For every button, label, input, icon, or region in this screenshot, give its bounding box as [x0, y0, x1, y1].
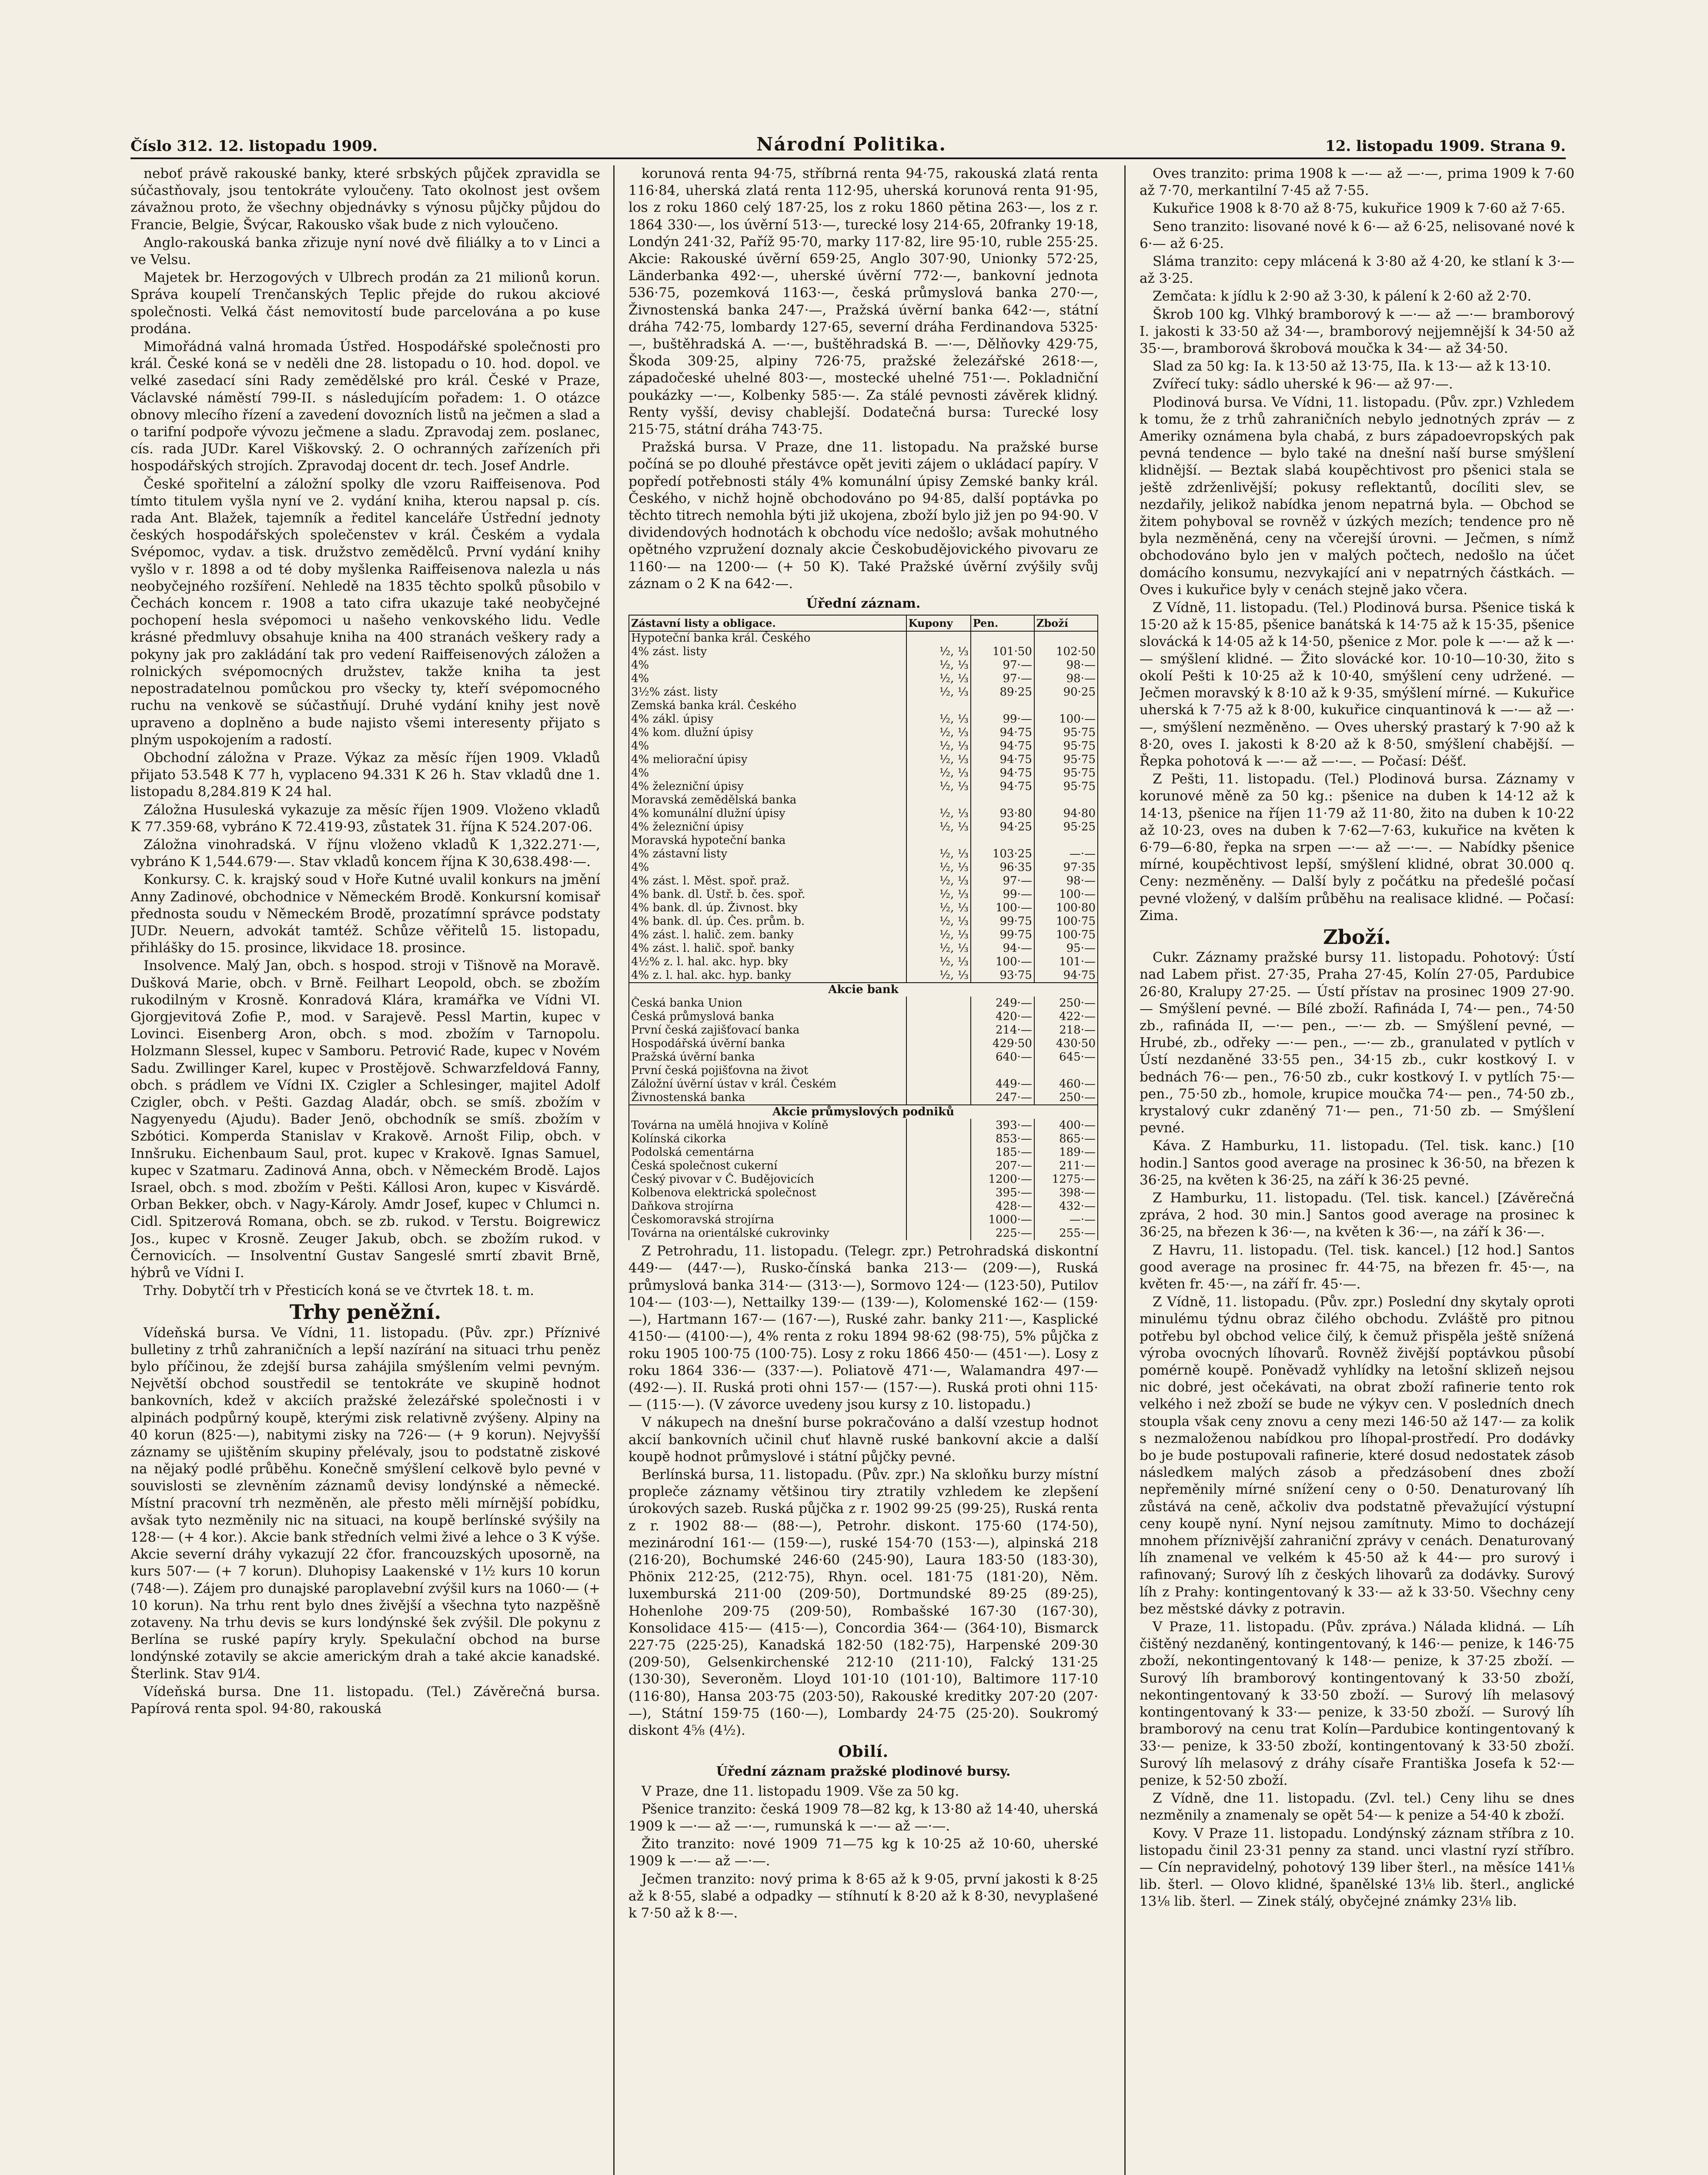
column-1: [130, 165, 600, 2175]
table-row: [629, 1159, 1098, 1173]
table-cell: 94·75: [971, 753, 1034, 766]
table-cell: 98·—: [1034, 672, 1098, 686]
table-cell: [1034, 1064, 1098, 1077]
table-cell: 93·75: [971, 969, 1034, 983]
table-cell: 102·50: [1034, 645, 1098, 659]
table-cell: [971, 1064, 1034, 1077]
table-row: [629, 915, 1098, 928]
table-header: Zástavní listy a obligace.: [629, 615, 906, 631]
table-cell: 4% zákl. úpisy: [629, 713, 906, 726]
table-cell: ½, ⅓: [906, 713, 971, 726]
table-cell: 96·35: [971, 861, 1034, 874]
table-row: [629, 969, 1098, 983]
table-cell: 95·75: [1034, 753, 1098, 766]
table-cell: 99·—: [971, 713, 1034, 726]
table-row: [629, 631, 1098, 645]
table-cell: 4%: [629, 672, 906, 686]
table-cell: 853·—: [971, 1132, 1034, 1146]
table-cell: Moravská zemědělská banka: [629, 793, 906, 807]
table-row: [629, 780, 1098, 793]
article-paragraph: Plodinová bursa. Ve Vídni, 11. listopadu. (Pův. zpr.) Vzhledem k tomu, že z trhů zahraničních nebylo jednotných zpráv — z Ameriky oznámena byla chabá, z burs západoevropských pak pevná tendence — bylo také na dnešní naší burse smýšlení klidnější. — Beztak slabá koupěchtivost pro pšenici stala se ještě zdrženlivější; pokusy reflektantů, docíliti slev, se nezdařily, jelikož nabídka jenom nepatrná byla. — Obchod se žitem pohyboval se rovněž v úzkých mezích; tendence pro ně byla nezměněná, ceny na včerejší úrovni. — Ječmen, s nímž obchodováno bylo jen v malých počtech, nedošlo na účet domácího konsumu, nezvykající ani v nepatrných částkách. — Oves i kukuřice byly v cenách stejně jako včera.: [1140, 394, 1574, 598]
table-cell: —·—: [1034, 847, 1098, 861]
table-cell: [906, 1200, 971, 1213]
page-number: 12. listopadu 1909. Strana 9.: [1325, 137, 1566, 155]
table-cell: 94·75: [971, 766, 1034, 780]
table-cell: 430·50: [1034, 1037, 1098, 1051]
table-row: [629, 997, 1098, 1010]
article-paragraph: V Praze, dne 11. listopadu 1909. Vše za 50 kg.: [642, 1783, 959, 1799]
table-cell: [971, 793, 1034, 807]
table-row: [629, 1064, 1098, 1077]
table-cell: 432·—: [1034, 1200, 1098, 1213]
table-cell: 94·75: [971, 726, 1034, 740]
article-paragraph: Ječmen tranzito: nový prima k 8·65 až k 9·05, první jakosti k 8·25 až k 8·55, slabé a odpadky — stíhnutí k 8·20 až k 8·30, nevyplašené k 7·50 až k 8·—.: [628, 1871, 1098, 1921]
table-cell: Zemská banka král. Českého: [629, 699, 906, 713]
table-cell: Daňkova strojírna: [629, 1200, 906, 1213]
table-cell: ½, ⅓: [906, 820, 971, 834]
table-section-title: Akcie bank: [629, 983, 1098, 997]
table-row: [629, 1173, 1098, 1186]
article-paragraph: Slad za 50 kg: Ia. k 13·50 až 13·75, IIa. k 13·— až k 13·10.: [1153, 358, 1551, 375]
table-cell: 89·25: [971, 686, 1034, 699]
table-row: [629, 942, 1098, 955]
table-cell: 4% železniční úpisy: [629, 820, 906, 834]
table-cell: 97·35: [1034, 861, 1098, 874]
table-row: [629, 874, 1098, 888]
table-cell: Česká společnost cukerní: [629, 1159, 906, 1173]
table-row: [629, 834, 1098, 847]
table-cell: [906, 1091, 971, 1105]
column-2: [628, 165, 1098, 2175]
section-heading: Zboží.: [1323, 925, 1391, 949]
table-cell: 4% kom. dlužní úpisy: [629, 726, 906, 740]
article-paragraph: V Praze, 11. listopadu. (Pův. zpráva.) Nálada klidná. — Líh čištěný nezdaněný, kontingentovaný, k 146·— penize, k 146·75 zboží, nekontingentovaný k 148·— penize, k 37·25 zboží. — Surový líh bramborový kontingentovaný k 33·50 zboží, nekontingentovaný k 33·50 zboží. — Surový líh melasový kontingentovaný k 33·— penize, k 33·50 zboží. — Surový líh bramborový na cenu trat Kolín—Pardubice kontingentovaný k 33·— penize, k 33·50 zboží, kontingentovaný k 33·50 zboží. Surový líh melasový z dráhy císaře Františka Josefa k 52·— penize, k 52·50 zboží.: [1140, 1619, 1574, 1788]
table-cell: Česká banka Union: [629, 997, 906, 1010]
table-cell: ½, ⅓: [906, 915, 971, 928]
table-cell: [906, 1064, 971, 1077]
table-cell: ½, ⅓: [906, 861, 971, 874]
table-cell: 4%: [629, 766, 906, 780]
table-cell: 645·—: [1034, 1051, 1098, 1064]
table-cell: ½, ⅓: [906, 901, 971, 915]
table-cell: 98·—: [1034, 659, 1098, 672]
table-cell: 3½% zást. listy: [629, 686, 906, 699]
table-cell: ½, ⅓: [906, 686, 971, 699]
table-cell: [906, 1227, 971, 1240]
table-cell: 100·75: [1034, 928, 1098, 942]
table-cell: 185·—: [971, 1146, 1034, 1159]
table-row: [629, 672, 1098, 686]
section-heading: Trhy peněžní.: [289, 1300, 441, 1324]
table-cell: [906, 1024, 971, 1037]
table-cell: 95·75: [1034, 766, 1098, 780]
table-row: [629, 1037, 1098, 1051]
table-cell: [971, 631, 1034, 645]
article-paragraph: korunová renta 94·75, stříbrná renta 94·75, rakouská zlatá renta 116·84, uherská zlatá renta 112·95, uherská korunová renta 91·95, los z roku 1860 celý 187·25, los z roku 1860 pětina 263·—, los z r. 1864 330·—, los úvěrní 513·—, turecké losy 214·65, 20franky 19·18, Londýn 241·32, Paříž 95·70, marky 117·82, lire 95·10, ruble 255·25. Akcie: Rakouské úvěrní 659·25, Anglo 307·90, Unionky 572·25, Länderbanka 492·—, uherské úvěrní 772·—, bankovní jednota 536·75, pozemková 1163·—, česká průmyslová banka 270·—, Živnostenská banka 247·—, Pražská úvěrní banka 642·—, státní dráha 742·75, lombardy 127·65, severní dráha Ferdinandova 5325·—, buštěhradská A. —·—, buštěhradská B. —·—, Dělňovky 429·75, Škoda 309·25, alpiny 726·75, pražské železářské 2618·—, západočeské uhelné 803·—, mostecké uhelné 751·—. Pokladniční poukázky —·—, Kolbenky 585·—. Za stálé pevnosti závěrek klidný. Renty vyšší, devisy chablejší. Dodatečná bursa: Turecké losy 215·75, státní dráha 743·75.: [628, 166, 1098, 438]
table-section-title: Akcie průmyslových podniků: [629, 1105, 1098, 1119]
table-cell: —·—: [1034, 1213, 1098, 1227]
table-cell: ½, ⅓: [906, 874, 971, 888]
issue-number: Číslo 312. 12. listopadu 1909.: [130, 137, 378, 155]
table-cell: ½, ⅓: [906, 753, 971, 766]
article-paragraph: Z Vídně, dne 11. listopadu. (Zvl. tel.) Ceny lihu se dnes nezměnily a znamenaly se opět 54·— k penize a 54·40 k zboží.: [1140, 1790, 1574, 1824]
table-row: [629, 686, 1098, 699]
table-cell: 4%: [629, 861, 906, 874]
table-row: [629, 1051, 1098, 1064]
table-cell: [1034, 631, 1098, 645]
table-cell: 400·—: [1034, 1119, 1098, 1132]
table-cell: 95·75: [1034, 740, 1098, 753]
article-paragraph: Z Vídně, 11. listopadu. (Pův. zpr.) Poslední dny skytaly oproti minulému týdnu obraz čilého obchodu. Zvláště pro pitnou potřebu byl obchod velice čilý, k čemuž přispěla ještě snížená výroba ovocných líhovarů. Rovněž živější poptávkou působí pomérně koupě. Poněvadž vyhlídky na letošní sklizeň nejsou nic dobré, jest očekávati, na obrat zboží rafinerie tento rok velkého i než zboží se bude ne výkyv cen. V posledních dnech stoupla však ceny znovu a ceny mezi 146·50 až 147·— za kolik s nezmaloženou nabídkou pro líhopal-prostředí. Pro dodávky bo je bude postupovali rafinerie, které dosud nedostatek zásob následkem malých zásob a předzásobení dnes zboží nepřeměnily mírné snížení ceny o 0·50. Denaturovaný líh zůstává na ceně, ačkoliv dva podstatně převažující výstupní ceny koupě nyní. Nyní nejsou zamítnuty. Mimo to docházejí mnohem příznivější zahraniční zprávy v cenách. Denaturovaný líh znamenal ve velkém k 45·50 až k 44·— pro surový i rafinovaný; Surový líh z českých lihovarů za dodávky. Surový líh z Prahy: kontingentovaný k 33·— až k 33·50. Všechny ceny bez městské dávky z potravin.: [1140, 1294, 1574, 1617]
table-cell: 189·—: [1034, 1146, 1098, 1159]
table-cell: 94·75: [971, 780, 1034, 793]
table-row: [629, 820, 1098, 834]
article-paragraph: Záložna Husuleská vykazuje za měsíc říjen 1909. Vloženo vkladů K 77.359·68, vybráno K 72.419·93, zůstatek 31. října K 524.207·06.: [130, 802, 600, 835]
table-row: [629, 659, 1098, 672]
table-cell: 93·80: [971, 807, 1034, 820]
table-cell: Továrna na umělá hnojiva v Kolíně: [629, 1119, 906, 1132]
table-cell: 428·—: [971, 1200, 1034, 1213]
article-paragraph: Z Havru, 11. listopadu. (Tel. tisk. kancel.) [12 hod.] Santos good average na prosinec fr. 44·75, na březen fr. 45·—, na květen fr. 45·—, na září fr. 45·—.: [1140, 1242, 1574, 1292]
table-cell: 4% z. l. hal. akc. hyp. banky: [629, 969, 906, 983]
table-cell: 1275·—: [1034, 1173, 1098, 1186]
article-paragraph: Kovy. V Praze 11. listopadu. Londýnský záznam stříbra z 10. listopadu činil 23·31 penny za stand. unci vlastní ryzí stříbro. — Cín nepravidelný, pohotový 139 liber šterl., na měsíce 141⅛ lib. šterl. — Olovo klidné, španělské 13⅛ lib. šterl., anglické 13⅛ lib. šterl. — Zinek stálý, obyčejné známky 23⅛ lib.: [1140, 1825, 1574, 1910]
article-paragraph: Berlínská bursa, 11. listopadu. (Pův. zpr.) Na skloňku burzy místní propleče záznamy většinou tiry ztratily vzhledem ke zlepšení úrokových sazeb. Ruská půjčka z r. 1902 99·25 (99·25), Ruská renta z r. 1902 88·— (88·—), Petrohr. diskont. 175·60 (174·50), mezinárodní 161·— (159·—), ruské 154·70 (153·—), alpinská 218 (216·20), Bochumské 246·60 (245·90), Laura 183·50 (183·30), Phönix 212·25, (212·75), Rhyn. ocel. 181·75 (181·20), Něm. luxemburská 211·00 (209·50), Dortmundské 89·25 (89·25), Hohenlohe 209·75 (209·50), Rombašské 167·30 (167·30), Konsolidace 415·— (415·—), Concordia 364·— (364·10), Bismarck 227·75 (225·25), Kanadská 182·50 (182·75), Harpenské 209·30 (209·50), Gelsenkirchenské 212·10 (211·10), Falcký 131·25 (130·30), Severoněm. Lloyd 101·10 (101·10), Baltimore 117·10 (116·80), Hansa 203·75 (203·50), Rakouské kreditky 207·20 (207·—), Státní 159·75 (160·—), Lombardy 24·75 (25·20). Soukromý diskont 4⅝ (4½).: [628, 1466, 1098, 1738]
table-cell: Hospodářská úvěrní banka: [629, 1037, 906, 1051]
table-cell: ½, ⅓: [906, 726, 971, 740]
article-paragraph: neboť právě rakouské banky, které srbských půjček zpravidla se súčastňovaly, jsou tentokráte vyloučeny. Tato okolnost jest ovšem závažnou proto, že všechny objednávky s výnosu půjčky půjdou do Francie, Belgie, Švýcar, Rakousko však bude z nich vyloučeno.: [130, 166, 600, 233]
table-cell: 94·80: [1034, 807, 1098, 820]
table-cell: [971, 834, 1034, 847]
table-cell: 218·—: [1034, 1024, 1098, 1037]
table-cell: 255·—: [1034, 1227, 1098, 1240]
table-cell: 97·—: [971, 659, 1034, 672]
table-cell: Kolínská cikorka: [629, 1132, 906, 1146]
table-cell: Moravská hypoteční banka: [629, 834, 906, 847]
table-row: [629, 699, 1098, 713]
article-paragraph: Žito tranzito: nové 1909 71—75 kg k 10·25 až 10·60, uherské 1909 k —·— až —·—.: [628, 1836, 1098, 1869]
article-paragraph: Vídeňská bursa. Ve Vídni, 11. listopadu. (Pův. zpr.) Příznivé bulletiny z trhů zahraničních a lepší nazírání na situaci trhu peněz bylo příčinou, že zdejší bursa zahájila smýšlením velmi pevným. Největší obchod soustředil se tentokráte ve skupině hodnot bankovních, kdež v akciích pražské železářské společnosti i v alpinách podpůrný koupě, kterými zisk relativně zvýšeny. Alpiny na 40 korun (825·—), nabitymi zisky na 726·— (+ 9 korun). Nejvyšší záznamy se ujištěním skupiny přelévaly, jsou to podstatně ziskové na nějaký podlé průběhu. Konečně smýšlení celkově bylo pevné v souvislosti se zlevněním záznamů devisy londýnské a německé. Místní pracovní trh nezměněn, ale přesto měli mírnější pobídku, avšak tyto nezměnily nic na situaci, na koupě berlínské svýšily na 128·— (+ 4 kor.). Akcie bank středních velmi živé a lehce o 3 K výše. Akcie severní dráhy vykazují 22 čfor. francouzských uposorně, na kurs 507·— (+ 7 korun). Dluhopisy Laakenské v 1½ kurs 10 korun (748·—). Zájem pro dunajské paroplavební zvýšil kurs na 1060·— (+ 10 korun). Na trhu rent bylo dnes živější a všechna tyto nazpěšně zotaveny. Na trhu devis se kurs londýnské šek zvýšil. Dle pokynu z Berlína se ruské papíry kryly. Spekulační obchod na burse londýnské zotavily se akcie americkým drah a také akcie kanadské. Šterlink. Stav 91⁄4.: [130, 1325, 600, 1682]
table-cell: 103·25: [971, 847, 1034, 861]
table-row: [629, 753, 1098, 766]
article-paragraph: Trhy. Dobytčí trh v Přesticích koná se ve čtvrtek 18. t. m.: [144, 1283, 534, 1299]
table-row: [629, 1227, 1098, 1240]
table-row: [629, 1010, 1098, 1024]
table-cell: 4% železniční úpisy: [629, 780, 906, 793]
article-paragraph: V nákupech na dnešní burse pokračováno a další vzestup hodnot akcií bankovních učinil chuť hlavně ruské bankovní akcie a další koupě hodnot průmyslové i státní půjčky pevné.: [628, 1415, 1098, 1465]
article-paragraph: Zemčata: k jídlu k 2·90 až 3·30, k pálení k 2·60 až 2·70.: [1153, 288, 1532, 304]
table-row: [629, 901, 1098, 915]
table-cell: ½, ⅓: [906, 928, 971, 942]
table-cell: 101·50: [971, 645, 1034, 659]
table-cell: 100·80: [1034, 901, 1098, 915]
table-cell: [906, 834, 971, 847]
table-row: [629, 807, 1098, 820]
column-3: [1140, 165, 1574, 2175]
table-cell: 94·—: [971, 942, 1034, 955]
table-cell: 429·50: [971, 1037, 1034, 1051]
table-row: [629, 1077, 1098, 1091]
table-cell: 214·—: [971, 1024, 1034, 1037]
column-divider: [613, 165, 615, 2175]
table-row: [629, 1200, 1098, 1213]
table-cell: 4% zástavní listy: [629, 847, 906, 861]
table-row: [629, 793, 1098, 807]
table-cell: ½, ⅓: [906, 847, 971, 861]
table-cell: 640·—: [971, 1051, 1034, 1064]
table-cell: 250·—: [1034, 1091, 1098, 1105]
table-row: [629, 1091, 1098, 1105]
article-paragraph: Cukr. Záznamy pražské bursy 11. listopadu. Pohotový: Ústí nad Labem přist. 27·35, Praha 27·45, Kolín 27·05, Pardubice 26·80, Kralupy 27·25. — Ústí přístav na prosinec 1909 27·90. — Smýšlení pevné. — Bílé zboží. Rafináda I, 74·— pen., 74·50 zb., rafináda II, —·— pen., —·— zb. — Smýšlení pevné, — Hrubé, zb., odřeky —·— pen., —·— zb., granulated v pytlích v Ústí nezdaněné 33·55 pen., 34·15 zb., cukr kostkový I. v bednách 76·— pen., 76·50 zb., cukr kostkový I. v pytlích 75·— pen., 75·50 zb., homole, krupice moučka 74·— pen., 74·50 zb., krystalový cukr zdaněný 71·— pen., 71·50 zb. — Smýšlení pevné.: [1140, 950, 1574, 1136]
table-header: Pen.: [971, 615, 1034, 631]
table-cell: Továrna na orientálské cukrovinky: [629, 1227, 906, 1240]
article-paragraph: Kukuřice 1908 k 8·70 až 8·75, kukuřice 1909 k 7·60 až 7·65.: [1153, 201, 1565, 217]
table-cell: ½, ⅓: [906, 780, 971, 793]
table-cell: [906, 1037, 971, 1051]
table-row: [629, 726, 1098, 740]
table-cell: 100·—: [1034, 888, 1098, 901]
article-paragraph: Seno tranzito: lisované nové k 6·— až 6·25, nelisované nové k 6·— až 6·25.: [1140, 218, 1574, 251]
list-heading: Úřední záznam.: [806, 596, 921, 612]
table-cell: 420·—: [971, 1010, 1034, 1024]
table-cell: ½, ⅓: [906, 766, 971, 780]
table-cell: [906, 1051, 971, 1064]
table-cell: 422·—: [1034, 1010, 1098, 1024]
column-divider: [1124, 165, 1126, 2175]
table-cell: [906, 699, 971, 713]
table-cell: Pražská úvěrní banka: [629, 1051, 906, 1064]
table-cell: 97·—: [971, 672, 1034, 686]
table-cell: 98·—: [1034, 874, 1098, 888]
section-heading: Obilí.: [838, 1743, 889, 1761]
table-header: Zboží: [1034, 615, 1098, 631]
table-cell: 99·75: [971, 915, 1034, 928]
table-cell: 94·25: [971, 820, 1034, 834]
table-row: [629, 861, 1098, 874]
article-paragraph: Zvířecí tuky: sádlo uherské k 96·— až 97·—.: [1153, 376, 1453, 392]
table-cell: 4% meliorační úpisy: [629, 753, 906, 766]
table-cell: 95·75: [1034, 780, 1098, 793]
table-row: [629, 1024, 1098, 1037]
table-cell: 100·—: [971, 955, 1034, 969]
table-cell: ½, ⅓: [906, 645, 971, 659]
article-paragraph: Obchodní záložna v Praze. Výkaz za měsíc říjen 1909. Vkladů přijato 53.548 K 77 h, vyplaceno 94.331 K 26 h. Stav vkladů dne 1. listopadu 8,284.819 K 24 hal.: [130, 750, 600, 800]
article-paragraph: Z Petrohradu, 11. listopadu. (Telegr. zpr.) Petrohradská diskontní 449·— (447·—), Rusko-čínská banka 213·— (209·—), Ruská průmyslová banka 314·— (313·—), Sormovo 124·— (123·50), Putilov 104·— (103·—), Nettailky 139·— (139·—), Kolomenské 162·— (159·—), Hartmann 167·— (167·—), Ruské zahr. banky 211·—, Kasplické 4150·— (4100·—), 4% renta z roku 1894 98·62 (98·75), 5% půjčka z roku 1905 100·75 (100·75). Losy z roku 1866 450·— (451·—). Losy z roku 1864 336·— (337·—). Poliatově 471·—, Walamandra 497·— (492·—). II. Ruská proti ohni 157·— (157·—). Ruská proti ohni 115·— (115·—). (V závorce uvedeny jsou kursy z 10. listopadu.): [628, 1243, 1098, 1413]
article-paragraph: Z Pešti, 11. listopadu. (Tel.) Plodinová bursa. Záznamy v korunové měně za 50 kg.: pšenice na duben k 14·12 až k 14·13, pšenice na říjen 11·79 až 11·80, žito na duben k 10·22 až 10·23, oves na duben k 7·62—7·63, kukuřice na květen k 6·79—6·80, řepka na srpen —·— až —·—. — Nabídky pšenice mírné, koupěchtivost lepší, smýšlení klidné, obrat 30.000 q. Ceny: nezměněny. — Další byly z počátku na předešlé počasí pevné vložený, v dalším průběhu na realisace klidné. — Počasí: Zima.: [1140, 771, 1574, 924]
table-row: [629, 740, 1098, 753]
table-cell: [1034, 793, 1098, 807]
table-cell: 99·75: [971, 928, 1034, 942]
table-cell: Česká průmyslová banka: [629, 1010, 906, 1024]
table-row: [629, 955, 1098, 969]
table-cell: 90·25: [1034, 686, 1098, 699]
table-cell: 4%: [629, 659, 906, 672]
table-cell: 4% bank. dl. úp. Živnost. bky: [629, 901, 906, 915]
table-cell: 4½% z. l. hal. akc. hyp. bky: [629, 955, 906, 969]
table-cell: ½, ⅓: [906, 969, 971, 983]
article-paragraph: Mimořádná valná hromada Ústřed. Hospodářské společnosti pro král. České koná se v neděli dne 28. listopadu o 10. hod. dopol. ve velké zasedací síni Rady zemědělské pro král. České v Praze, Václavské náměstí 799-II. s následujícím pořadem: 1. O otázce obnovy mlecího řízení a zavedení dovozních listů na ječmen a slad a o tarifní podpoře vývozu ječmene a sladu. Zpravodaj zem. poslanec, cís. rada JUDr. Karel Viškovský. 2. O ochranných zařízeních při hospodářských strojích. Zpravodaj docent dr. tech. Josef Andrle.: [130, 339, 600, 474]
table-cell: 207·—: [971, 1159, 1034, 1173]
table-row: [629, 1132, 1098, 1146]
table-cell: 99·—: [971, 888, 1034, 901]
article-paragraph: Majetek br. Herzogových v Ulbrech prodán za 21 milionů korun. Správa koupelí Trenčanských Teplic přejde do rukou akciové společnosti. Velká část nemovitostí bude parcelována a po kuse prodána.: [130, 270, 600, 337]
table-header: Kupony: [906, 615, 971, 631]
table-cell: 1000·—: [971, 1213, 1034, 1227]
table-cell: Podolská cementárna: [629, 1146, 906, 1159]
table-cell: Živnostenská banka: [629, 1091, 906, 1105]
page-header: [130, 130, 1566, 155]
table-cell: 211·—: [1034, 1159, 1098, 1173]
table-cell: [906, 1132, 971, 1146]
table-cell: 95·—: [1034, 942, 1098, 955]
table-cell: 4% zást. listy: [629, 645, 906, 659]
article-paragraph: Káva. Z Hamburku, 11. listopadu. (Tel. tisk. kanc.) [10 hodin.] Santos good average na prosinec k 36·50, na březen k 36·25, na květen k 36·25, na září k 36·25 pevné.: [1140, 1138, 1574, 1188]
table-cell: [906, 997, 971, 1010]
table-cell: 4% zást. l. halič. zem. banky: [629, 928, 906, 942]
table-row: [629, 888, 1098, 901]
table-cell: ½, ⅓: [906, 955, 971, 969]
table-cell: [906, 1186, 971, 1200]
table-cell: [971, 699, 1034, 713]
table-cell: [906, 1173, 971, 1186]
article-paragraph: Oves tranzito: prima 1908 k —·— až —·—, prima 1909 k 7·60 až 7·70, merkantilní 7·45 až 7·55.: [1140, 166, 1574, 199]
table-cell: [1034, 834, 1098, 847]
table-cell: [906, 631, 971, 645]
table-cell: 225·—: [971, 1227, 1034, 1240]
table-cell: 100·75: [1034, 915, 1098, 928]
table-cell: ½, ⅓: [906, 807, 971, 820]
table-cell: 250·—: [1034, 997, 1098, 1010]
table-cell: Hypoteční banka král. Českého: [629, 631, 906, 645]
table-cell: [906, 1146, 971, 1159]
article-paragraph: Pšenice tranzito: česká 1909 78—82 kg, k 13·80 až 14·40, uherská 1909 k —·— až —·—, rumunská k —·— až —·—.: [628, 1801, 1098, 1834]
table-cell: Záložní úvěrní ústav v král. Českém: [629, 1077, 906, 1091]
table-cell: 247·—: [971, 1091, 1034, 1105]
table-cell: 249·—: [971, 997, 1034, 1010]
table-row: [629, 1213, 1098, 1227]
table-cell: První česká zajišťovací banka: [629, 1024, 906, 1037]
table-cell: 398·—: [1034, 1186, 1098, 1200]
article-paragraph: Insolvence. Malý Jan, obch. s hospod. stroji v Tišnově na Moravě. Dušková Marie, obch. v Brně. Feilhart Leopold, obch. se zbožím rukodilným v Krosně. Konradová Klára, kramářka ve Vídni VI. Gjorgjevitová Zofie P., mod. v Sarajevě. Pessl Martin, kupec v Lovinci. Eisenberg Aron, obch. s mod. zbožím v Tarnopolu. Holzmann Slessel, kupec v Samboru. Petrović Rade, kupec v Novém Sadu. Zwillinger Karel, kupec v Prostějově. Schwarzfeldová Fanny, obch. s prádlem ve Vídni IX. Czigler a Schlesinger, majitel Adolf Czigler, obch. v Pešti. Gazdag Aladár, obch. se smíš. zbožím v Nagyenyedu (Ajudu). Bader Jenö, obchodník se smíš. zbožím v Szbótici. Komperda Stanislav v Krakově. Arnošt Filip, obch. v Innšruku. Eichenbaum Saul, prot. kupec v Krakově. Ignas Samuel, kupec v Szatmaru. Zadinová Anna, obch. v Německém Brodě. Lajos Israel, obch. s mod. zbožím v Pešti. Kállosi Aron, kupec v Kisvárdě. Orban Bekker, obch. v Nagy-Károly. Amdr Josef, kupec v Chlumci n. Cidl. Spitzerová Romana, obch. se zb. rukod. v Terstu. Boigrewicz Jos., kupec v Krosně. Zeuger Jakub, obch. se zbožím rukod. v Černovicích. — Insolventní Gustav Sangeslé smrtí zbavit Brně, hýbrů ve Vídni I.: [130, 958, 600, 1281]
table-row: [629, 847, 1098, 861]
table-cell: 393·—: [971, 1119, 1034, 1132]
article-paragraph: Sláma tranzito: cepy mlácená k 3·80 až 4·20, ke stlaní k 3·— až 3·25.: [1140, 254, 1574, 287]
article-paragraph: Záložna vinohradská. V říjnu vloženo vkladů K 1,322.271·—, vybráno K 1,544.679·—. Stav vkladů koncem října K 30,638.498·—.: [130, 837, 600, 870]
table-cell: [906, 1159, 971, 1173]
table-row: [629, 1119, 1098, 1132]
table-cell: 395·—: [971, 1186, 1034, 1200]
table-section-row: [629, 983, 1098, 997]
table-cell: 94·75: [971, 740, 1034, 753]
table-row: [629, 766, 1098, 780]
table-row: [629, 1186, 1098, 1200]
table-cell: 100·—: [971, 901, 1034, 915]
table-cell: 1200·—: [971, 1173, 1034, 1186]
newspaper-title: Národní Politika.: [756, 134, 946, 155]
table-cell: 4% zást. l. halič. spoř. banky: [629, 942, 906, 955]
table-cell: ½, ⅓: [906, 672, 971, 686]
table-row: [629, 713, 1098, 726]
table-cell: ½, ⅓: [906, 740, 971, 753]
header-rule: [130, 157, 1566, 159]
table-row: [629, 928, 1098, 942]
table-cell: Český pivovar v Č. Budějovicích: [629, 1173, 906, 1186]
table-cell: 865·—: [1034, 1132, 1098, 1146]
table-cell: [906, 1213, 971, 1227]
article-paragraph: Konkursy. C. k. krajský soud v Hoře Kutné uvalil konkurs na jmění Anny Zadinové, obchodnice v Německém Brodě. Konkursní komisař přednosta soudu v Německém Brodě, prozatímní správce podstaty JUDr. Neuern, advokát tamtéž. Schůze věřitelů 15. listopadu, přihlášky do 15. prosince, likvidace 18. prosince.: [130, 872, 600, 956]
table-cell: 101·—: [1034, 955, 1098, 969]
table-cell: [1034, 699, 1098, 713]
article-paragraph: Škrob 100 kg. Vlhký bramborový k —·— až —·— bramborový I. jakosti k 33·50 až 34·—, bramborový nejjemnější k 34·50 až 35·—, bramborová škrobová moučka k 34·— až 34·50.: [1140, 306, 1574, 357]
table-cell: ½, ⅓: [906, 942, 971, 955]
article-paragraph: Z Hamburku, 11. listopadu. (Tel. tisk. kancel.) [Závěrečná zpráva, 2 hod. 30 min.] Santos good average na prosinec k 36·25, na březen k 36·—, na květen k 36·—, na září k 36·—.: [1140, 1190, 1574, 1240]
article-paragraph: Pražská bursa. V Praze, dne 11. listopadu. Na pražské burse počíná se po dlouhé přestávce opět jeviti zájem o ukládací papíry. V popředí potřebnosti stály 4% komunální úpisy Zemské banky král. Českého, v nichž hojně obchodováno po 94·85, další poptávka po těchto titrech nemohla býti již ukojena, zboží bylo již jen po 94·90. V dividendových hodnotách k obchodu více nedošlo; avšak mohutného opětného vzpružení doznaly akcie Českobudějovického pivovaru ze 1160·— na 1200·— (+ 50 K). Také Pražské úvěrní zvýšily svůj záznam o 2 K na 642·—.: [628, 439, 1098, 592]
article-paragraph: Vídeňská bursa. Dne 11. listopadu. (Tel.) Závěrečná bursa. Papírová renta spol. 94·80, rakouská: [130, 1683, 600, 1717]
table-cell: 100·—: [1034, 713, 1098, 726]
table-cell: ½, ⅓: [906, 888, 971, 901]
table-cell: 94·75: [1034, 969, 1098, 983]
table-section-row: [629, 1105, 1098, 1119]
table-cell: 95·25: [1034, 820, 1098, 834]
table-cell: Kolbenova elektrická společnost: [629, 1186, 906, 1200]
table-cell: [906, 1010, 971, 1024]
article-paragraph: České spořitelní a záložní spolky dle vzoru Raiffeisenova. Pod tímto titulem vyšla nyní ve 2. vydání kniha, kterou napsal p. cís. rada Ant. Blažek, tajemník a ředitel kanceláře Ústřední jednoty českých hospodářských společenstev v král. Českém a vydala Svépomoc, vydav. a tisk. družstvo zemědělců. První vydání knihy vyšlo v r. 1898 a od té doby myšlenka Raiffeisenova nalezla u nás neobyčejného rozšíření. Nehledě na 1835 těchto spolků působilo v Čechách koncem r. 1908 a tato cifra ukazuje také neobyčejné pochopení hesla svépomoci u našeho venkovského lidu. Vedle krásné předmluvy obsahuje kniha na 400 stranách veškery rady a pokyny jak pro zakládání tak pro vedení Raiffeisenových záložen a rolnických svépomocných družstev, takže kniha ta jest nepostradatelnou pomůckou pro všecky ty, kteří svépomocného ruchu na venkově se súčastňují. Druhé vydání knihy jest nově upraveno a doplněno a bude najisto všemi interesenty přijato s plným uspokojením a radostí.: [130, 476, 600, 748]
table-cell: [906, 1119, 971, 1132]
table-cell: 4% bank. dl. úp. Čes. prům. b.: [629, 915, 906, 928]
table-cell: ½, ⅓: [906, 659, 971, 672]
table-cell: 4%: [629, 740, 906, 753]
section-subheading: Úřední záznam pražské plodinové bursy.: [716, 1764, 1011, 1780]
table-cell: 4% zást. l. Měst. spoř. praž.: [629, 874, 906, 888]
table-cell: První česká pojišťovna na život: [629, 1064, 906, 1077]
table-cell: 4% komunální dlužní úpisy: [629, 807, 906, 820]
article-paragraph: Anglo-rakouská banka zřizuje nyní nové dvě filiálky a to v Linci a ve Velsu.: [130, 234, 600, 268]
table-cell: 97·—: [971, 874, 1034, 888]
table-cell: 95·75: [1034, 726, 1098, 740]
table-cell: Českomoravská strojírna: [629, 1213, 906, 1227]
table-row: [629, 645, 1098, 659]
table-cell: 4% bank. dl. Ústř. b. čes. spoř.: [629, 888, 906, 901]
table-cell: 460·—: [1034, 1077, 1098, 1091]
table-cell: [906, 793, 971, 807]
table-cell: 449·—: [971, 1077, 1034, 1091]
article-paragraph: Z Vídně, 11. listopadu. (Tel.) Plodinová bursa. Pšenice tiská k 15·20 až k 15·85, pšenice banátská k 14·75 až k 15·35, pšenice slovácká k 14·05 až k 14·50, pšenice z Mor. pole k —·— až k —·— smýšlení klidné. — Žito slovácké kor. 10·10—10·30, žito s okolí Pešti k 10·25 až k 10·40, smýšlení ceny udržené. — Ječmen moravský k 8·10 až k 9·35, smýšlení mírné. — Kukuřice uherská k 7·75 až k 8·00, kukuřice cinquantinová k —·— až —·—, smýšlení nezměněno. — Oves uherský prastarý k 7·90 až k 8·20, oves I. jakosti k 8·20 až k 8·50, smýšlení chabější. — Řepka pohotová k —·— až —·—. — Počasí: Déšť.: [1140, 600, 1574, 769]
table-row: [629, 1146, 1098, 1159]
table-cell: [906, 1077, 971, 1091]
quotation-table: [628, 615, 1098, 1240]
